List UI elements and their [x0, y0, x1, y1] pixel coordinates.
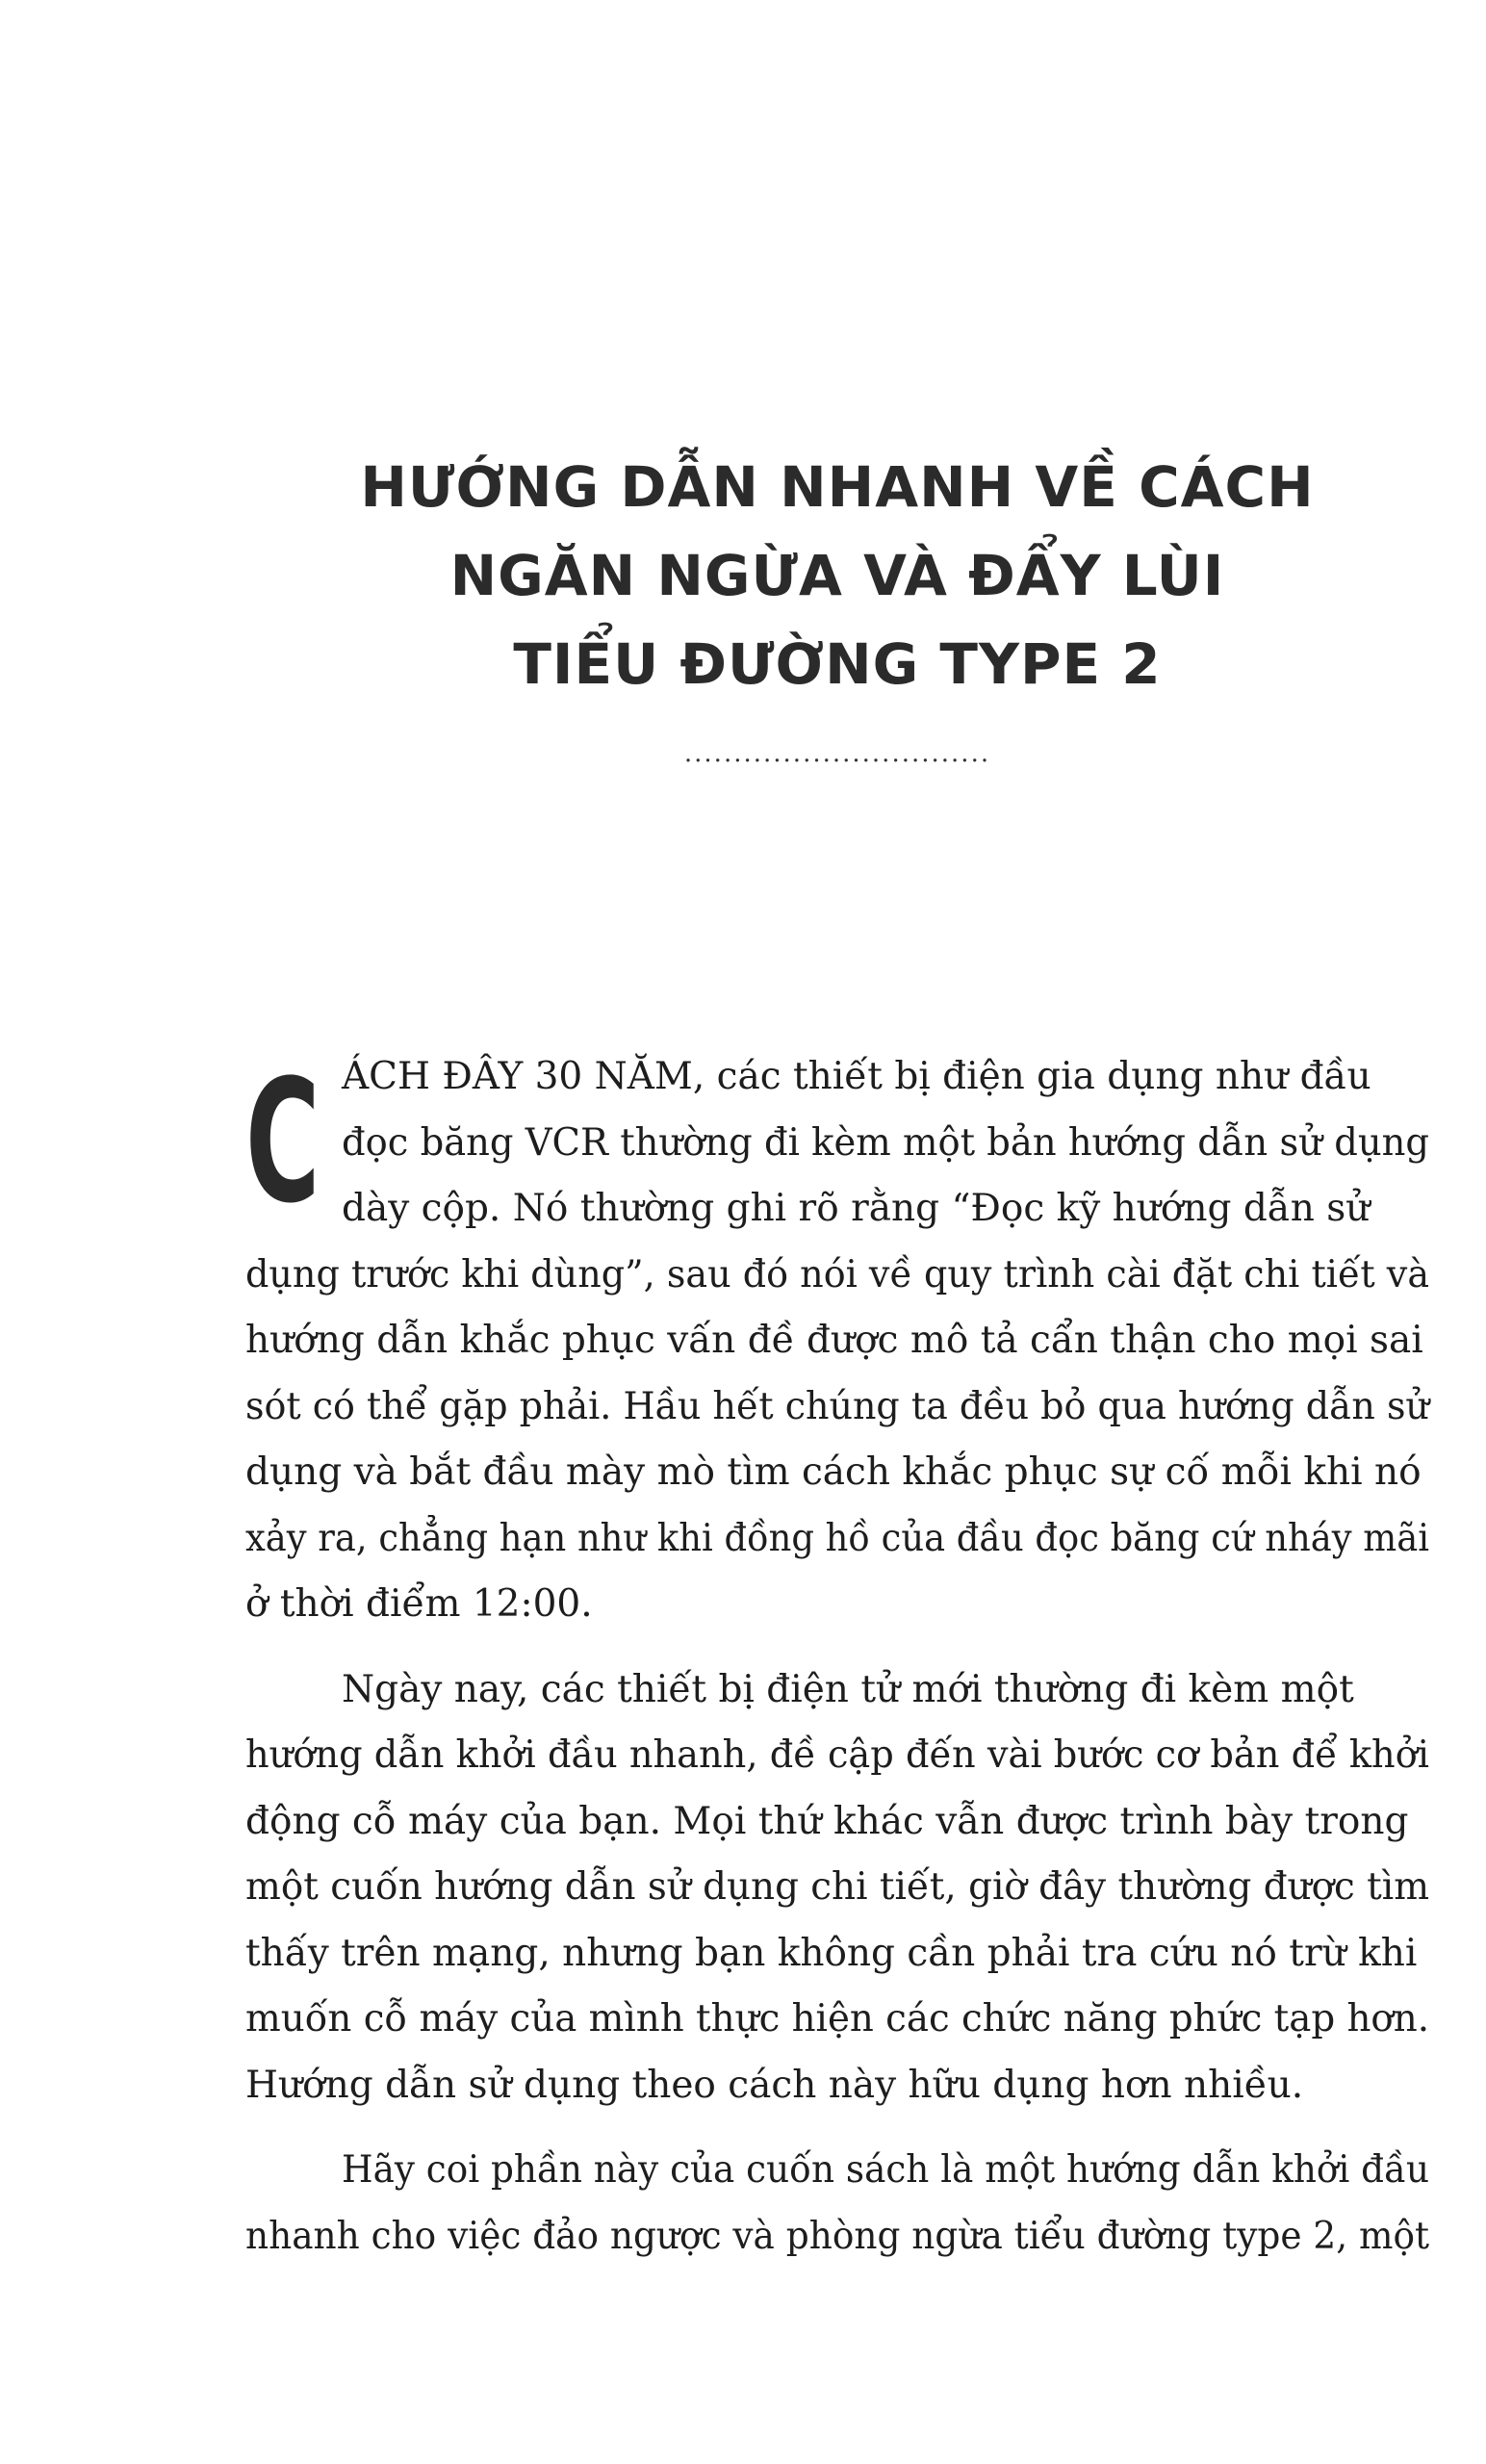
text-line: xảy ra, chẳng hạn như khi đồng hồ của đầu đọc băng cứ nháy mãi — [245, 1516, 1430, 1560]
text-line: Hãy coi phần này của cuốn sách là một hướng dẫn khởi đầu — [342, 2148, 1430, 2192]
chapter-title-line: HƯỚNG DẪN NHANH VỀ CÁCH — [360, 454, 1315, 520]
text-line: thấy trên mạng, nhưng bạn không cần phải tra cứu nó trừ khi — [245, 1931, 1418, 1975]
title-divider: ............................... — [683, 739, 991, 768]
text-line: một cuốn hướng dẫn sử dụng chi tiết, giờ đây thường được tìm — [245, 1865, 1430, 1909]
paragraph-3 — [245, 2138, 1429, 2270]
chapter-title-line: TIỂU ĐƯỜNG TYPE 2 — [513, 631, 1162, 697]
paragraph-1 — [245, 1044, 1429, 1638]
text-line: Hướng dẫn sử dụng theo cách này hữu dụng hơn nhiều. — [245, 2063, 1304, 2107]
text-line: dụng và bắt đầu mày mò tìm cách khắc phục sự cố mỗi khi nó — [245, 1450, 1422, 1494]
paragraph-2 — [245, 1657, 1429, 2119]
text-line: hướng dẫn khắc phục vấn đề được mô tả cẩn thận cho mọi sai — [245, 1319, 1423, 1362]
text-line: Ngày nay, các thiết bị điện tử mới thường đi kèm một — [342, 1667, 1354, 1711]
text-line: nhanh cho việc đảo ngược và phòng ngừa tiểu đường type 2, một — [245, 2214, 1430, 2258]
chapter-title — [289, 443, 1386, 708]
text-line: đọc băng VCR thường đi kèm một bản hướng dẫn sử dụng — [342, 1120, 1430, 1165]
text-line: động cỗ máy của bạn. Mọi thứ khác vẫn được trình bày trong — [245, 1799, 1409, 1843]
chapter-title-line: NGĂN NGỪA VÀ ĐẨY LÙI — [449, 543, 1225, 608]
text-line: dày cộp. Nó thường ghi rõ rằng “Đọc kỹ hướng dẫn sử — [342, 1187, 1371, 1230]
text-line: ở thời điểm 12:00. — [245, 1582, 593, 1626]
text-line: hướng dẫn khởi đầu nhanh, đề cập đến vài bước cơ bản để khởi — [245, 1733, 1430, 1777]
drop-cap: C — [245, 1043, 320, 1241]
text-line: dụng trước khi dùng”, sau đó nói về quy trình cài đặt chi tiết và — [245, 1252, 1430, 1296]
body-text — [245, 1044, 1429, 2289]
text-line: ÁCH ĐÂY 30 NĂM, các thiết bị điện gia dụng như đầu — [342, 1055, 1371, 1098]
text-line: sót có thể gặp phải. Hầu hết chúng ta đều bỏ qua hướng dẫn sử — [245, 1384, 1429, 1428]
text-line: muốn cỗ máy của mình thực hiện các chức năng phức tạp hơn. — [245, 1997, 1430, 2040]
